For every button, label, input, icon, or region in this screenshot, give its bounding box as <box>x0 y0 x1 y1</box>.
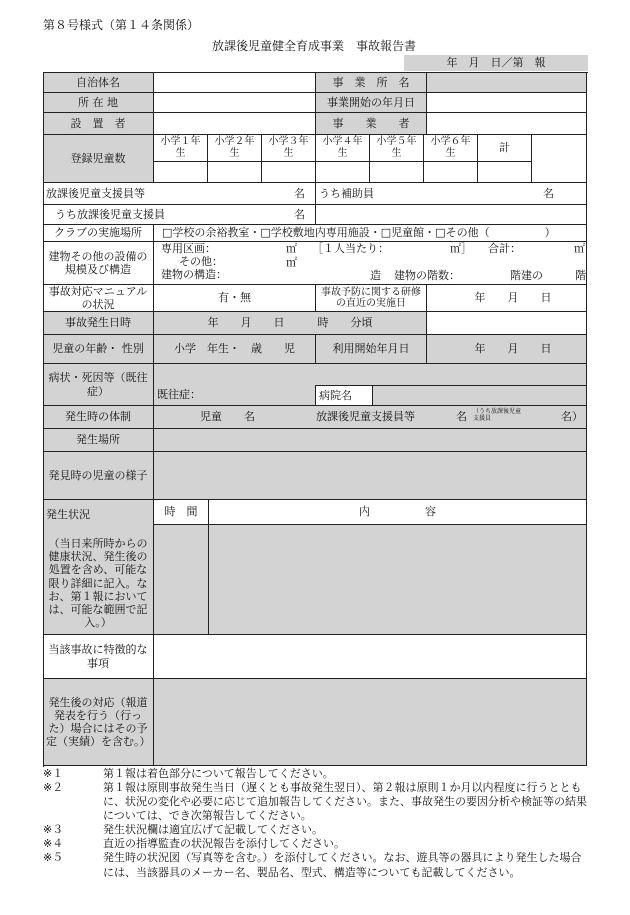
condition-label: 病状・死因等（既往症） <box>43 364 154 406</box>
support-staff-row[interactable] <box>43 183 316 205</box>
condition-field[interactable] <box>154 364 587 385</box>
grade-6-count[interactable] <box>424 161 478 183</box>
content-header: 内 容 <box>209 500 587 525</box>
staff-count-text: 放課後児童支援員等 <box>316 410 415 423</box>
incident-datetime-value[interactable]: 年 月 日 時 分頃 <box>154 312 427 335</box>
per-person-label: ［１人当たり： <box>312 242 389 255</box>
grade-4-header: 小学４年生 <box>316 135 370 161</box>
staff-count-unit: 名 <box>456 410 467 423</box>
assistants-row[interactable] <box>316 183 587 205</box>
note-item <box>43 767 588 781</box>
note-number: ※３ <box>43 823 64 837</box>
start-date-field[interactable] <box>427 93 587 113</box>
medical-history-label: 既往症： <box>157 388 201 402</box>
note-item <box>43 837 588 851</box>
response-label: 発生後の対応（報道発表を行う（行った）場合にはその予定（実績）を含む。） <box>43 679 154 766</box>
child-age-sex-label: 児童の年齢・ 性別 <box>43 335 154 364</box>
time-header: 時 間 <box>154 500 209 525</box>
floor-unit: 階 <box>575 269 586 282</box>
staffing-label: 発生時の体制 <box>43 406 154 429</box>
manual-status[interactable]: 有・無 <box>154 285 316 312</box>
office-name-label: 事 業 所 名 <box>316 73 427 93</box>
situation-time-field[interactable] <box>154 525 209 635</box>
child-age-sex-value[interactable]: 小学 年生・ 歳 児 <box>154 335 316 364</box>
training-date[interactable]: 年 月 日 <box>427 285 587 312</box>
registered-children-label: 登録児童数 <box>43 135 154 183</box>
operator-label: 事 業 者 <box>316 113 427 135</box>
grade-5-header: 小学５年生 <box>370 135 424 161</box>
municipality-field[interactable] <box>154 73 316 93</box>
grade-3-header: 小学３年生 <box>262 135 316 161</box>
start-date-label: 事業開始の年月日 <box>316 93 427 113</box>
child-state-label: 発見時の児童の様子 <box>43 452 154 500</box>
report-date-line: 年 月 日／第 報 <box>404 55 588 71</box>
grade-3-count[interactable] <box>262 161 316 183</box>
note-number: ※２ <box>43 781 64 795</box>
support-staff-label: 放課後児童支援員等 <box>46 186 145 200</box>
characteristic-field[interactable] <box>154 635 587 679</box>
total-area-unit: ㎡ <box>574 242 585 255</box>
hospital-field[interactable] <box>373 385 587 406</box>
place-label: 発生場所 <box>43 429 154 452</box>
other-area-unit: ㎡ <box>286 256 297 269</box>
assistant-note-small: （うち放課後児童支援員 <box>473 408 522 422</box>
grade-1-count[interactable] <box>154 161 208 183</box>
incident-datetime-label: 事故発生日時 <box>43 312 154 335</box>
place-field[interactable] <box>154 429 587 452</box>
per-person-unit: ㎡］ <box>450 242 472 255</box>
usage-start-date[interactable]: 年 月 日 <box>427 335 587 364</box>
note-number: ※５ <box>43 851 64 865</box>
training-label: 事故予防に関する研修の直近の実施日 <box>316 285 427 312</box>
certified-staff-unit: 名 <box>294 207 305 221</box>
situation-content-field[interactable] <box>209 525 587 635</box>
address-label: 所 在 地 <box>43 93 154 113</box>
note-item <box>43 851 588 879</box>
club-location-label: クラブの実施場所 <box>43 225 154 242</box>
incident-datetime-blank <box>427 312 587 335</box>
grade-2-count[interactable] <box>208 161 262 183</box>
dedicated-area-unit: ㎡ <box>286 242 297 255</box>
manual-label: 事故対応マニュアルの状況 <box>43 285 154 312</box>
facility-details[interactable] <box>154 242 587 285</box>
assistants-label: うち補助員 <box>319 186 374 200</box>
grade-6-header: 小学６年生 <box>424 135 478 161</box>
form-number: 第８号様式（第１４条関係） <box>43 18 200 32</box>
note-text: 第１報は原則事故発生当日（遅くとも事故発生翌日）、第２報は原則１か月以内程度に行うとともに、状況の変化や必要に応じて追加報告してください。また、事故発生の要因分析や検証等の結果については、でき次第報告してください。 <box>103 781 587 823</box>
total-area-label: 合計： <box>488 242 521 255</box>
note-text: 直近の指導監査の状況報告を添付してください。 <box>103 837 345 851</box>
address-field[interactable] <box>154 93 316 113</box>
operator-field[interactable] <box>427 113 587 135</box>
response-field[interactable] <box>154 679 587 766</box>
grade-1-header: 小学１年生 <box>154 135 208 161</box>
characteristic-label: 当該事故に特徴的な事項 <box>43 635 154 679</box>
founder-field[interactable] <box>154 113 316 135</box>
note-text: 発生状況欄は適宜広げて記載してください。 <box>103 823 323 837</box>
registered-children-blank <box>532 135 587 183</box>
founder-label: 設 置 者 <box>43 113 154 135</box>
structure-label: 建物の構造： <box>161 268 227 281</box>
certified-staff-label: うち放課後児童支援員 <box>55 207 165 221</box>
total-count[interactable] <box>478 161 532 183</box>
assistants-unit: 名 <box>543 186 554 200</box>
grade-2-header: 小学２年生 <box>208 135 262 161</box>
structure-suffix: 造 <box>370 269 381 282</box>
note-number: ※１ <box>43 767 64 780</box>
note-text: 発生時の状況図（写真等を含む。）を添付してください。なお、遊具等の器具により発生した場合には、当該器具のメーカー名、製品名、型式、構造等についても記載してください。 <box>103 851 582 879</box>
usage-start-label: 利用開始年月日 <box>316 335 427 364</box>
facility-label: 建物その他の設備の規模及び構造 <box>43 242 154 285</box>
notes-section <box>43 767 588 880</box>
children-count-text: 児童 名 <box>200 410 255 423</box>
note-item <box>43 823 588 837</box>
club-location-options[interactable]: □学校の余裕教室・□学校敷地内専用施設・□児童館・□その他（ ） <box>154 225 587 242</box>
grade-5-count[interactable] <box>370 161 424 183</box>
staffing-details[interactable] <box>154 406 587 429</box>
certified-staff-row[interactable] <box>43 205 316 225</box>
note-item <box>43 781 588 823</box>
certified-staff-blank <box>316 205 587 225</box>
report-form-table <box>43 56 587 766</box>
medical-history-field[interactable] <box>154 385 316 406</box>
total-header: 計 <box>478 135 532 161</box>
other-area-label: その他： <box>179 255 223 268</box>
support-staff-unit: 名 <box>294 186 305 200</box>
grade-4-count[interactable] <box>316 161 370 183</box>
child-state-field[interactable] <box>154 452 587 500</box>
situation-label-cell <box>43 500 154 635</box>
hospital-label: 病院名 <box>316 385 373 406</box>
staff-close: 名） <box>561 410 583 423</box>
dedicated-area-label: 専用区画： <box>161 242 216 255</box>
floors-label: 建物の階数： <box>394 269 460 282</box>
note-number: ※４ <box>43 837 64 851</box>
situation-label: 発生状況 <box>46 507 90 521</box>
situation-note: （当日来所時からの健康状況、発生後の処置を含め、可能な限り詳細に記入。なお、第１報においては、可能な範囲で記入。） <box>48 536 148 630</box>
note-text: 第１報は着色部分について報告してください。 <box>103 767 334 780</box>
floors-built: 階建の <box>510 269 543 282</box>
document-title: 放課後児童健全育成事業 事故報告書 <box>212 39 417 53</box>
municipality-label: 自治体名 <box>43 73 154 93</box>
office-name-field[interactable] <box>427 73 587 93</box>
